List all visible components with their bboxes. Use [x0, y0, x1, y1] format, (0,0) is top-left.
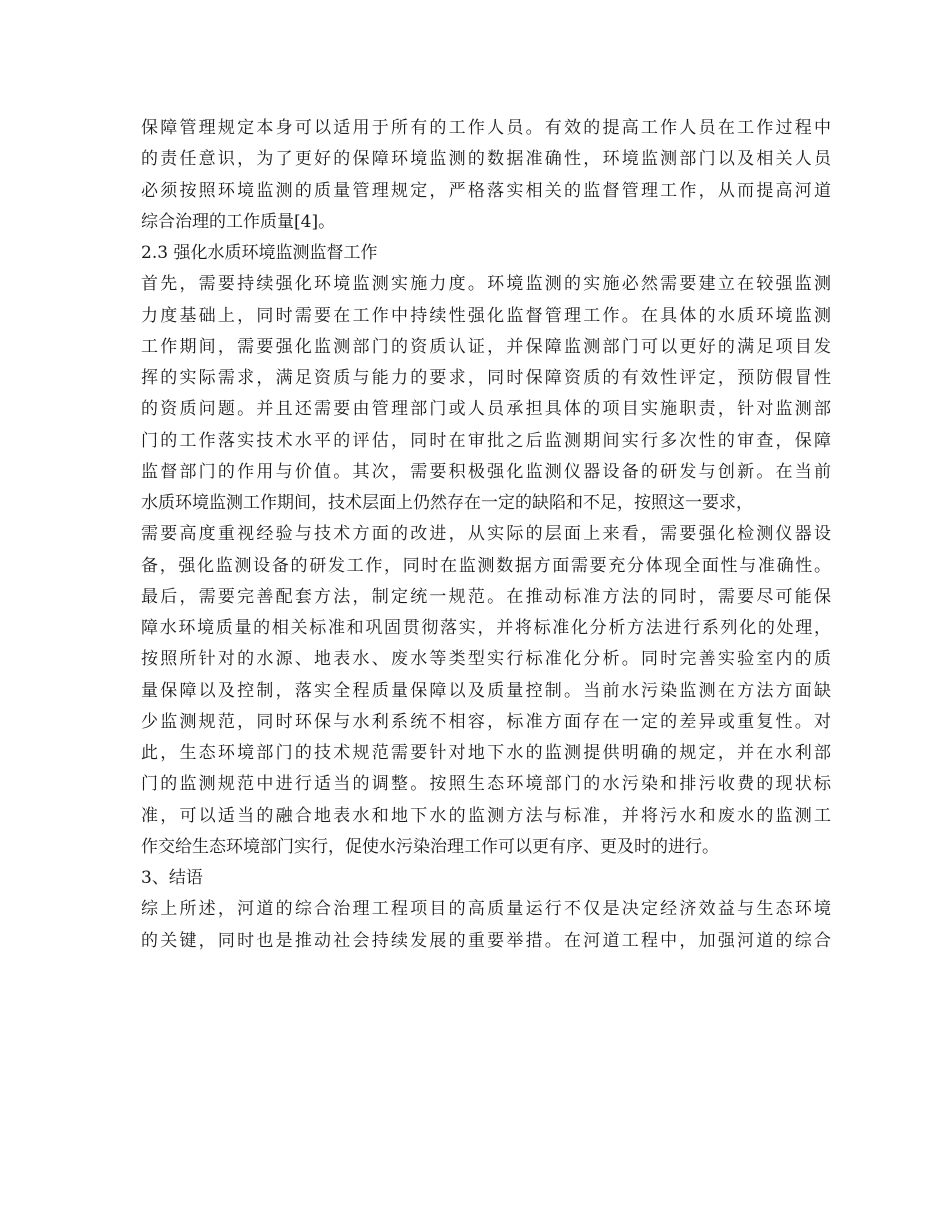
text-line: 障水环境质量的相关标准和巩固贯彻落实，并将标准化分析方法进行系列化的处理， — [141, 618, 831, 638]
text-line: 需要高度重视经验与技术方面的改进，从实际的层面上来看，需要强化检测仪器设 — [141, 524, 831, 545]
text-line: 最后，需要完善配套方法，制定统一规范。在推动标准方法的同时，需要尽可能保 — [141, 586, 831, 607]
body-text — [141, 113, 831, 957]
text-line: 水质环境监测工作期间，技术层面上仍然存在一定的缺陷和不足，按照这一要求， — [141, 493, 753, 513]
text-line: 的责任意识，为了更好的保障环境监测的数据准确性，环境监测部门以及相关人员 — [141, 149, 831, 170]
text-line: 的关键，同时也是推动社会持续发展的重要举措。在河道工程中，加强河道的综合 — [141, 930, 831, 951]
section-heading: 2.3 强化水质环境监测监督工作 — [141, 243, 378, 263]
text-line: 门的监测规范中进行适当的调整。按照生态环境部门的水污染和排污收费的现状标 — [141, 774, 831, 795]
text-line: 量保障以及控制，落实全程质量保障以及质量控制。当前水污染监测在方法方面缺 — [141, 680, 831, 701]
text-line: 少监测规范，同时环保与水利系统不相容，标准方面存在一定的差异或重复性。对 — [141, 711, 831, 732]
text-line: 首先，需要持续强化环境监测实施力度。环境监测的实施必然需要建立在较强监测 — [141, 274, 831, 295]
text-line: 综合治理的工作质量[4]。 — [141, 211, 336, 232]
text-line: 必须按照环境监测的质量管理规定，严格落实相关的监督管理工作，从而提高河道 — [141, 180, 831, 201]
text-line: 保障管理规定本身可以适用于所有的工作人员。有效的提高工作人员在工作过程中 — [141, 118, 831, 138]
text-line: 挥的实际需求，满足资质与能力的要求，同时保障资质的有效性评定，预防假冒性 — [141, 368, 831, 388]
text-line: 工作期间，需要强化监测部门的资质认证，并保障监测部门可以更好的满足项目发 — [141, 336, 831, 357]
text-line: 此，生态环境部门的技术规范需要针对地下水的监测提供明确的规定，并在水利部 — [141, 743, 831, 763]
text-line: 的资质问题。并且还需要由管理部门或人员承担具体的项目实施职责，针对监测部 — [141, 399, 831, 420]
text-line: 力度基础上，同时需要在工作中持续性强化监督管理工作。在具体的水质环境监测 — [141, 305, 831, 326]
text-line: 门的工作落实技术水平的评估，同时在审批之后监测期间实行多次性的审查，保障 — [141, 430, 831, 451]
text-line: 监督部门的作用与价值。其次，需要积极强化监测仪器设备的研发与创新。在当前 — [141, 461, 831, 482]
text-line: 准，可以适当的融合地表水和地下水的监测方法与标准，并将污水和废水的监测工 — [141, 805, 831, 826]
text-line: 综上所述，河道的综合治理工程项目的高质量运行不仅是决定经济效益与生态环境 — [141, 899, 831, 920]
text-line: 作交给生态环境部门实行，促使水污染治理工作可以更有序、更及时的进行。 — [141, 836, 719, 857]
text-line: 备，强化监测设备的研发工作，同时在监测数据方面需要充分体现全面性与准确性。 — [141, 555, 831, 576]
section-heading: 3、结语 — [141, 868, 203, 888]
text-line: 按照所针对的水源、地表水、废水等类型实行标准化分析。同时完善实验室内的质 — [141, 649, 831, 670]
